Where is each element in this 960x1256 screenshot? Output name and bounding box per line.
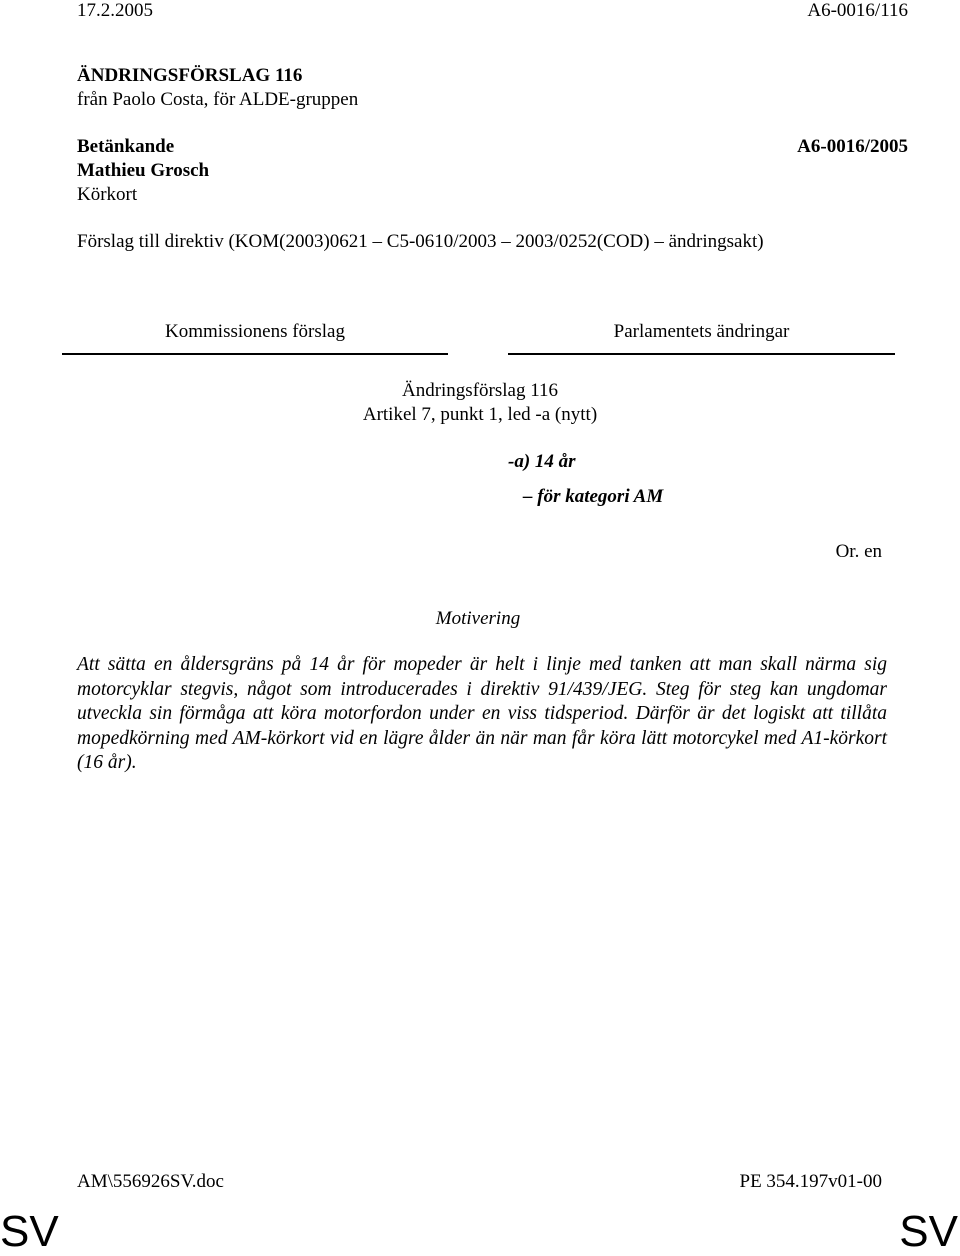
footer-language-left: SV — [0, 1207, 59, 1256]
amendment-article: Artikel 7, punkt 1, led -a (nytt) — [362, 404, 598, 425]
justification-text: Att sätta en åldersgräns på 14 år för mopeder är helt i linje med tanken att man skall närma sig motorcyklar stegvis, något som introducerades i direktiv 91/439/JEG. Steg för steg kan ungdomar utveckla sin förmåga att köra motorfordon under en viss tidsperiod. Därför är det logiskt att tillåta mopedkörning med AM-körkort vid en lägre ålder än när man får köra lätt motorcykel med A1-körkort (16 år). — [77, 654, 887, 773]
header-date: 17.2.2005 — [77, 0, 153, 21]
amendment-author: från Paolo Costa, för ALDE-gruppen — [77, 89, 359, 110]
new-text-line-2: – för kategori AM — [523, 486, 664, 507]
footer-pe-reference: PE 354.197v01-00 — [739, 1171, 882, 1192]
column-heading-parliament: Parlamentets ändringar — [613, 321, 790, 342]
column-heading-commission: Kommissionens förslag — [165, 321, 345, 342]
report-label: Betänkande — [77, 136, 175, 157]
report-number: A6-0016/2005 — [797, 136, 908, 157]
footer-file-name: AM\556926SV.doc — [77, 1171, 224, 1192]
proposal-reference: Förslag till direktiv (KOM(2003)0621 – C5-0610/2003 – 2003/0252(COD) – ändringsakt) — [77, 231, 764, 252]
rapporteur: Mathieu Grosch — [77, 160, 210, 181]
new-text-line-1: -a) 14 år — [508, 451, 576, 472]
column-rule-right — [508, 353, 895, 355]
amendment-title: ÄNDRINGSFÖRSLAG 116 — [77, 65, 303, 86]
footer-language-right: SV — [899, 1207, 958, 1256]
amendment-number: Ändringsförslag 116 — [401, 380, 559, 401]
report-subject: Körkort — [77, 184, 138, 205]
header-doc-ref: A6-0016/116 — [807, 0, 908, 21]
original-language: Or. en — [835, 541, 882, 562]
column-rule-left — [62, 353, 448, 355]
justification-heading: Motivering — [435, 608, 521, 629]
